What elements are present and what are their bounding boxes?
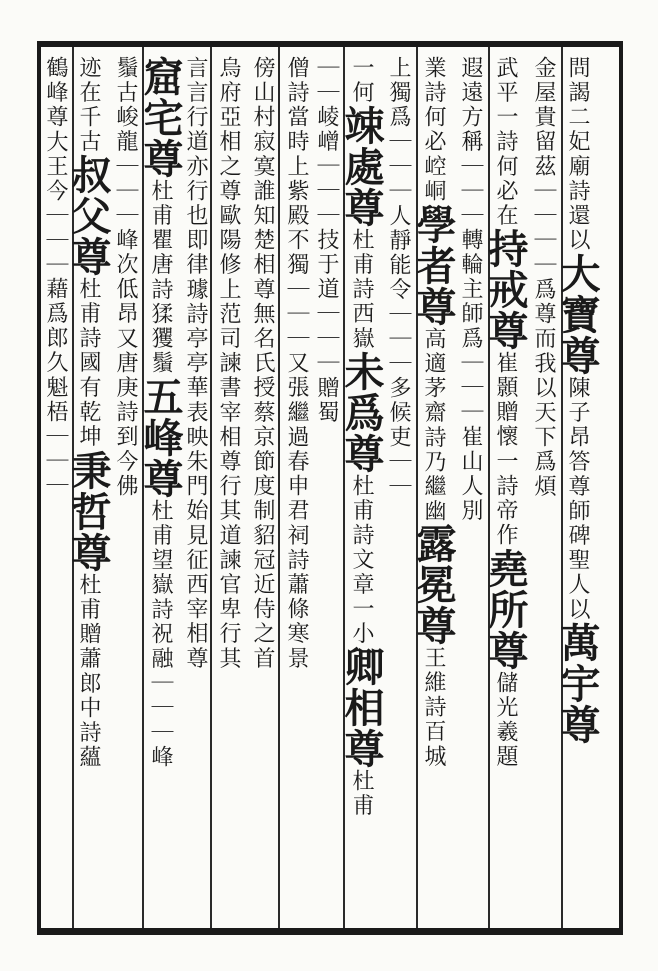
entry-text: 人靜能令｜｜｜	[386, 203, 411, 376]
entry-heading: 堯所尊	[482, 548, 529, 672]
entry-text: 杜甫詩國有乾坤	[76, 277, 101, 450]
entry-text: 鶴峰尊	[43, 56, 68, 130]
entry-text: 僧詩當時上紫殿不獨｜｜｜又張繼過春申君祠詩蕭條寒景	[284, 56, 309, 671]
entry-text: 迹在千古	[76, 56, 101, 155]
entry-text: 技于道｜｜｜	[314, 228, 339, 376]
entry-text: 大王今｜｜｜	[43, 129, 68, 278]
entry-text: 杜甫詩文章一小	[349, 474, 374, 647]
entry-text: 杜甫望嶽詩祝融｜｜｜峰	[148, 498, 173, 770]
entry-text: 峰次低昂又唐庚詩到今佛	[113, 228, 138, 499]
entry-text: 言言行道亦行也即律璩詩亭亭華表映朱門始見征西宰相尊	[183, 56, 208, 671]
entry-heading: 窟宅尊	[137, 56, 184, 179]
entry-text: 陳子昂答尊師碑聖人以	[565, 375, 590, 622]
entry-text: ｜｜	[314, 56, 339, 106]
entry-heading: 持戒尊	[482, 228, 529, 352]
entry-heading: 卿相尊	[338, 646, 385, 770]
entry-text: 多候吏｜｜	[386, 375, 411, 499]
entry-text: 藉爲郎久魁梧｜｜｜	[43, 277, 68, 499]
text-column	[25, 56, 85, 924]
entry-heading: 未爲尊	[338, 351, 385, 475]
entry-heading: 萬宇尊	[554, 621, 601, 745]
entry-heading: 竦處尊	[338, 105, 385, 229]
entry-text: 鬚	[148, 351, 173, 376]
entry-heading: 叔父尊	[65, 154, 112, 278]
entry-text: ｜爲尊而我以天下爲煩	[531, 252, 556, 499]
entry-text: 轉輪主師爲｜｜｜	[458, 228, 483, 426]
entry-text: 崔山人別	[458, 425, 483, 524]
entry-text: 金屋貴留茲｜｜｜	[531, 56, 556, 253]
entry-text: 王維詩百城	[421, 646, 446, 770]
entry-text: 烏府亞相之尊歐陽修上范司諫書宰相尊行其道諫官卑行其	[216, 56, 241, 671]
entry-text: 崚嶒｜｜｜	[314, 105, 339, 229]
entry-text: 一何	[349, 56, 374, 106]
entry-text: 贈蜀	[314, 375, 339, 426]
entry-heading: 秉哲尊	[65, 449, 112, 573]
entry-text: 鬚古峻龍｜｜｜	[113, 56, 138, 229]
entry-text: 崔顥贈懷一詩帝作	[493, 351, 518, 549]
entry-text: 傍山村寂寞誰知楚相尊無名氏授蔡京節度制貂冠近侍之首	[250, 56, 275, 671]
entry-heading: 學者尊	[410, 203, 457, 327]
bottom-border-rule	[37, 928, 623, 935]
entry-text: 高適茅齋詩乃繼幽	[421, 326, 446, 524]
entry-text: 杜甫贈蕭郎中詩蘊	[76, 572, 101, 770]
entry-text: 上獨爲｜｜｜	[386, 56, 411, 204]
entry-text: 武平一詩何必在	[493, 56, 518, 229]
entry-text: 杜甫詩西嶽	[349, 228, 374, 352]
entry-heading: 露冕尊	[410, 523, 457, 647]
entry-text: 儲光羲題	[493, 671, 518, 770]
entry-heading: 大寶尊	[554, 252, 601, 376]
entry-text: 遐遠方稱｜｜｜	[458, 56, 483, 229]
entry-heading: 五峰尊	[137, 375, 184, 499]
entry-text: 問謁二妃廟詩還以	[565, 56, 590, 253]
entry-text: 杜甫	[349, 769, 374, 819]
entry-text: 杜甫瞿唐詩猱玃	[148, 179, 173, 352]
entry-text: 業詩何必崆峒	[421, 56, 446, 204]
